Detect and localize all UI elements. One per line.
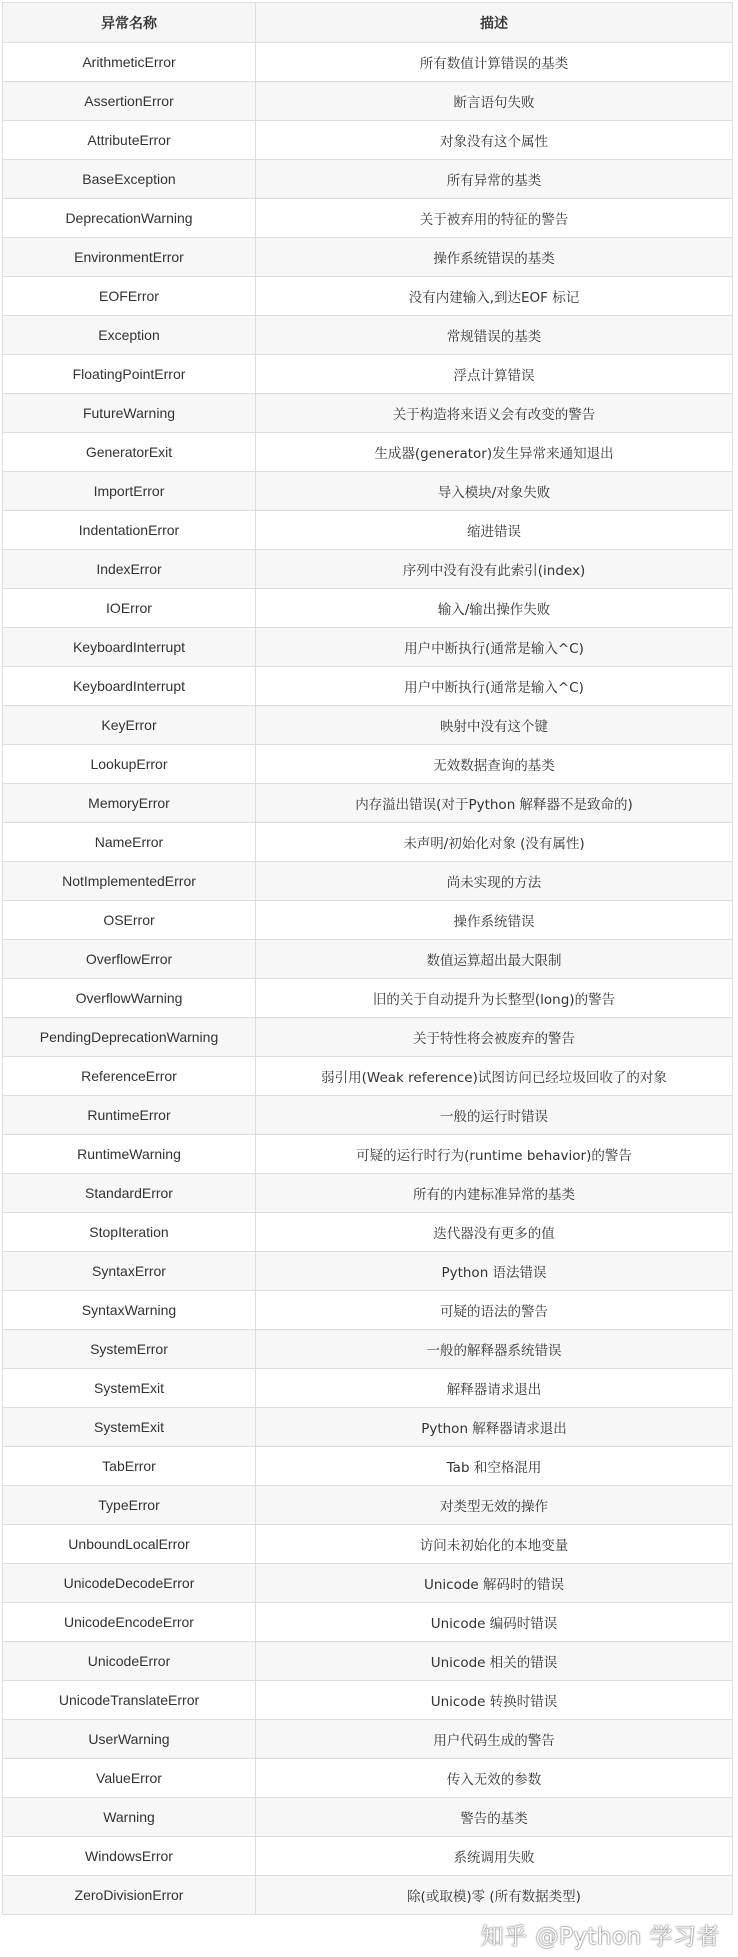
table-body bbox=[3, 43, 733, 1915]
exception-name-cell: SystemError bbox=[3, 1330, 256, 1369]
exception-name-cell: BaseException bbox=[3, 160, 256, 199]
exception-description-cell: 内存溢出错误(对于Python 解释器不是致命的) bbox=[256, 784, 733, 823]
table-row bbox=[3, 1876, 733, 1915]
exception-description-cell: 弱引用(Weak reference)试图访问已经垃圾回收了的对象 bbox=[256, 1057, 733, 1096]
table-row bbox=[3, 979, 733, 1018]
table-row bbox=[3, 355, 733, 394]
table-row bbox=[3, 901, 733, 940]
exception-name-cell: FloatingPointError bbox=[3, 355, 256, 394]
table-row bbox=[3, 1252, 733, 1291]
table-row bbox=[3, 589, 733, 628]
exception-description-cell: 关于构造将来语义会有改变的警告 bbox=[256, 394, 733, 433]
table-row bbox=[3, 1798, 733, 1837]
exception-name-cell: MemoryError bbox=[3, 784, 256, 823]
exception-name-cell: SystemExit bbox=[3, 1369, 256, 1408]
exception-description-cell: 输入/输出操作失败 bbox=[256, 589, 733, 628]
exception-name-cell: ReferenceError bbox=[3, 1057, 256, 1096]
exception-name-cell: ZeroDivisionError bbox=[3, 1876, 256, 1915]
exception-name-cell: UnicodeEncodeError bbox=[3, 1603, 256, 1642]
exception-name-cell: OSError bbox=[3, 901, 256, 940]
exception-name-cell: IOError bbox=[3, 589, 256, 628]
exception-description-cell: 一般的解释器系统错误 bbox=[256, 1330, 733, 1369]
exception-name-cell: AttributeError bbox=[3, 121, 256, 160]
table-row bbox=[3, 745, 733, 784]
exception-name-cell: LookupError bbox=[3, 745, 256, 784]
exception-description-cell: 关于特性将会被废弃的警告 bbox=[256, 1018, 733, 1057]
exception-name-cell: AssertionError bbox=[3, 82, 256, 121]
exception-description-cell: 缩进错误 bbox=[256, 511, 733, 550]
table-row bbox=[3, 550, 733, 589]
exception-name-cell: OverflowError bbox=[3, 940, 256, 979]
table-row bbox=[3, 1447, 733, 1486]
exception-name-cell: ImportError bbox=[3, 472, 256, 511]
exception-description-cell: Python 语法错误 bbox=[256, 1252, 733, 1291]
exception-name-cell: RuntimeWarning bbox=[3, 1135, 256, 1174]
column-header-name: 异常名称 bbox=[3, 3, 256, 43]
exception-description-cell: 除(或取模)零 (所有数据类型) bbox=[256, 1876, 733, 1915]
table-row bbox=[3, 940, 733, 979]
exception-name-cell: NotImplementedError bbox=[3, 862, 256, 901]
exception-description-cell: 警告的基类 bbox=[256, 1798, 733, 1837]
exception-description-cell: 用户代码生成的警告 bbox=[256, 1720, 733, 1759]
exception-description-cell: 尚未实现的方法 bbox=[256, 862, 733, 901]
table-row bbox=[3, 1642, 733, 1681]
table-row bbox=[3, 1759, 733, 1798]
exception-description-cell: 用户中断执行(通常是输入^C) bbox=[256, 628, 733, 667]
exception-description-cell: 断言语句失败 bbox=[256, 82, 733, 121]
exception-description-cell: Python 解释器请求退出 bbox=[256, 1408, 733, 1447]
table-row bbox=[3, 316, 733, 355]
table-row bbox=[3, 1408, 733, 1447]
exception-name-cell: StandardError bbox=[3, 1174, 256, 1213]
table-row bbox=[3, 1174, 733, 1213]
exception-description-cell: Unicode 转换时错误 bbox=[256, 1681, 733, 1720]
exception-name-cell: KeyboardInterrupt bbox=[3, 628, 256, 667]
table-row bbox=[3, 82, 733, 121]
exception-name-cell: WindowsError bbox=[3, 1837, 256, 1876]
table-row bbox=[3, 1720, 733, 1759]
table-row bbox=[3, 1525, 733, 1564]
table-row bbox=[3, 1369, 733, 1408]
exception-description-cell: 系统调用失败 bbox=[256, 1837, 733, 1876]
exception-name-cell: DeprecationWarning bbox=[3, 199, 256, 238]
exception-name-cell: UnicodeTranslateError bbox=[3, 1681, 256, 1720]
exception-description-cell: 解释器请求退出 bbox=[256, 1369, 733, 1408]
watermark: 知乎 @Python 学习者 bbox=[480, 1924, 720, 1950]
exception-description-cell: 对类型无效的操作 bbox=[256, 1486, 733, 1525]
table-row bbox=[3, 160, 733, 199]
table-row bbox=[3, 277, 733, 316]
exception-description-cell: Tab 和空格混用 bbox=[256, 1447, 733, 1486]
table-row bbox=[3, 1057, 733, 1096]
table-row bbox=[3, 1486, 733, 1525]
exception-name-cell: KeyboardInterrupt bbox=[3, 667, 256, 706]
table-row bbox=[3, 1213, 733, 1252]
exception-description-cell: 所有的内建标准异常的基类 bbox=[256, 1174, 733, 1213]
exception-name-cell: OverflowWarning bbox=[3, 979, 256, 1018]
exception-description-cell: 迭代器没有更多的值 bbox=[256, 1213, 733, 1252]
exception-name-cell: RuntimeError bbox=[3, 1096, 256, 1135]
exception-name-cell: KeyError bbox=[3, 706, 256, 745]
exception-name-cell: EOFError bbox=[3, 277, 256, 316]
table-row bbox=[3, 667, 733, 706]
exception-description-cell: 访问未初始化的本地变量 bbox=[256, 1525, 733, 1564]
exception-description-cell: 没有内建输入,到达EOF 标记 bbox=[256, 277, 733, 316]
table-row bbox=[3, 784, 733, 823]
exception-description-cell: 操作系统错误的基类 bbox=[256, 238, 733, 277]
exception-description-cell: 可疑的运行时行为(runtime behavior)的警告 bbox=[256, 1135, 733, 1174]
exception-name-cell: SyntaxWarning bbox=[3, 1291, 256, 1330]
exception-name-cell: SystemExit bbox=[3, 1408, 256, 1447]
exception-name-cell: TypeError bbox=[3, 1486, 256, 1525]
exception-description-cell: Unicode 相关的错误 bbox=[256, 1642, 733, 1681]
exception-description-cell: Unicode 编码时错误 bbox=[256, 1603, 733, 1642]
exception-description-cell: 所有数值计算错误的基类 bbox=[256, 43, 733, 82]
exception-description-cell: 导入模块/对象失败 bbox=[256, 472, 733, 511]
table-row bbox=[3, 823, 733, 862]
exception-description-cell: 未声明/初始化对象 (没有属性) bbox=[256, 823, 733, 862]
table-row bbox=[3, 706, 733, 745]
exception-description-cell: 生成器(generator)发生异常来通知退出 bbox=[256, 433, 733, 472]
exception-description-cell: 数值运算超出最大限制 bbox=[256, 940, 733, 979]
exception-table-container bbox=[2, 2, 732, 1915]
exception-description-cell: 传入无效的参数 bbox=[256, 1759, 733, 1798]
exception-description-cell: 映射中没有这个键 bbox=[256, 706, 733, 745]
exception-name-cell: TabError bbox=[3, 1447, 256, 1486]
exception-description-cell: 可疑的语法的警告 bbox=[256, 1291, 733, 1330]
table-row bbox=[3, 862, 733, 901]
exception-name-cell: FutureWarning bbox=[3, 394, 256, 433]
table-row bbox=[3, 1603, 733, 1642]
table-row bbox=[3, 1135, 733, 1174]
exception-name-cell: NameError bbox=[3, 823, 256, 862]
exception-description-cell: 所有异常的基类 bbox=[256, 160, 733, 199]
table-row bbox=[3, 1096, 733, 1135]
table-row bbox=[3, 1330, 733, 1369]
table-header-row bbox=[3, 3, 733, 43]
exception-description-cell: 旧的关于自动提升为长整型(long)的警告 bbox=[256, 979, 733, 1018]
table-row bbox=[3, 472, 733, 511]
exception-name-cell: Warning bbox=[3, 1798, 256, 1837]
table-row bbox=[3, 1837, 733, 1876]
exception-table bbox=[2, 2, 733, 1915]
exception-description-cell: 浮点计算错误 bbox=[256, 355, 733, 394]
table-row bbox=[3, 1291, 733, 1330]
table-row bbox=[3, 628, 733, 667]
exception-name-cell: ValueError bbox=[3, 1759, 256, 1798]
exception-name-cell: UserWarning bbox=[3, 1720, 256, 1759]
exception-description-cell: 无效数据查询的基类 bbox=[256, 745, 733, 784]
table-row bbox=[3, 511, 733, 550]
table-row bbox=[3, 1018, 733, 1057]
exception-name-cell: StopIteration bbox=[3, 1213, 256, 1252]
table-row bbox=[3, 1681, 733, 1720]
exception-name-cell: Exception bbox=[3, 316, 256, 355]
exception-name-cell: ArithmeticError bbox=[3, 43, 256, 82]
exception-name-cell: IndentationError bbox=[3, 511, 256, 550]
exception-name-cell: UnicodeError bbox=[3, 1642, 256, 1681]
table-row bbox=[3, 238, 733, 277]
exception-name-cell: PendingDeprecationWarning bbox=[3, 1018, 256, 1057]
exception-description-cell: 操作系统错误 bbox=[256, 901, 733, 940]
exception-name-cell: GeneratorExit bbox=[3, 433, 256, 472]
exception-description-cell: 对象没有这个属性 bbox=[256, 121, 733, 160]
table-row bbox=[3, 43, 733, 82]
table-row bbox=[3, 199, 733, 238]
exception-description-cell: Unicode 解码时的错误 bbox=[256, 1564, 733, 1603]
exception-description-cell: 一般的运行时错误 bbox=[256, 1096, 733, 1135]
exception-description-cell: 关于被弃用的特征的警告 bbox=[256, 199, 733, 238]
exception-description-cell: 常规错误的基类 bbox=[256, 316, 733, 355]
table-row bbox=[3, 394, 733, 433]
table-row bbox=[3, 1564, 733, 1603]
exception-name-cell: UnicodeDecodeError bbox=[3, 1564, 256, 1603]
table-row bbox=[3, 433, 733, 472]
exception-name-cell: SyntaxError bbox=[3, 1252, 256, 1291]
exception-description-cell: 序列中没有没有此索引(index) bbox=[256, 550, 733, 589]
exception-name-cell: EnvironmentError bbox=[3, 238, 256, 277]
column-header-description: 描述 bbox=[256, 3, 733, 43]
exception-name-cell: IndexError bbox=[3, 550, 256, 589]
table-row bbox=[3, 121, 733, 160]
exception-description-cell: 用户中断执行(通常是输入^C) bbox=[256, 667, 733, 706]
exception-name-cell: UnboundLocalError bbox=[3, 1525, 256, 1564]
